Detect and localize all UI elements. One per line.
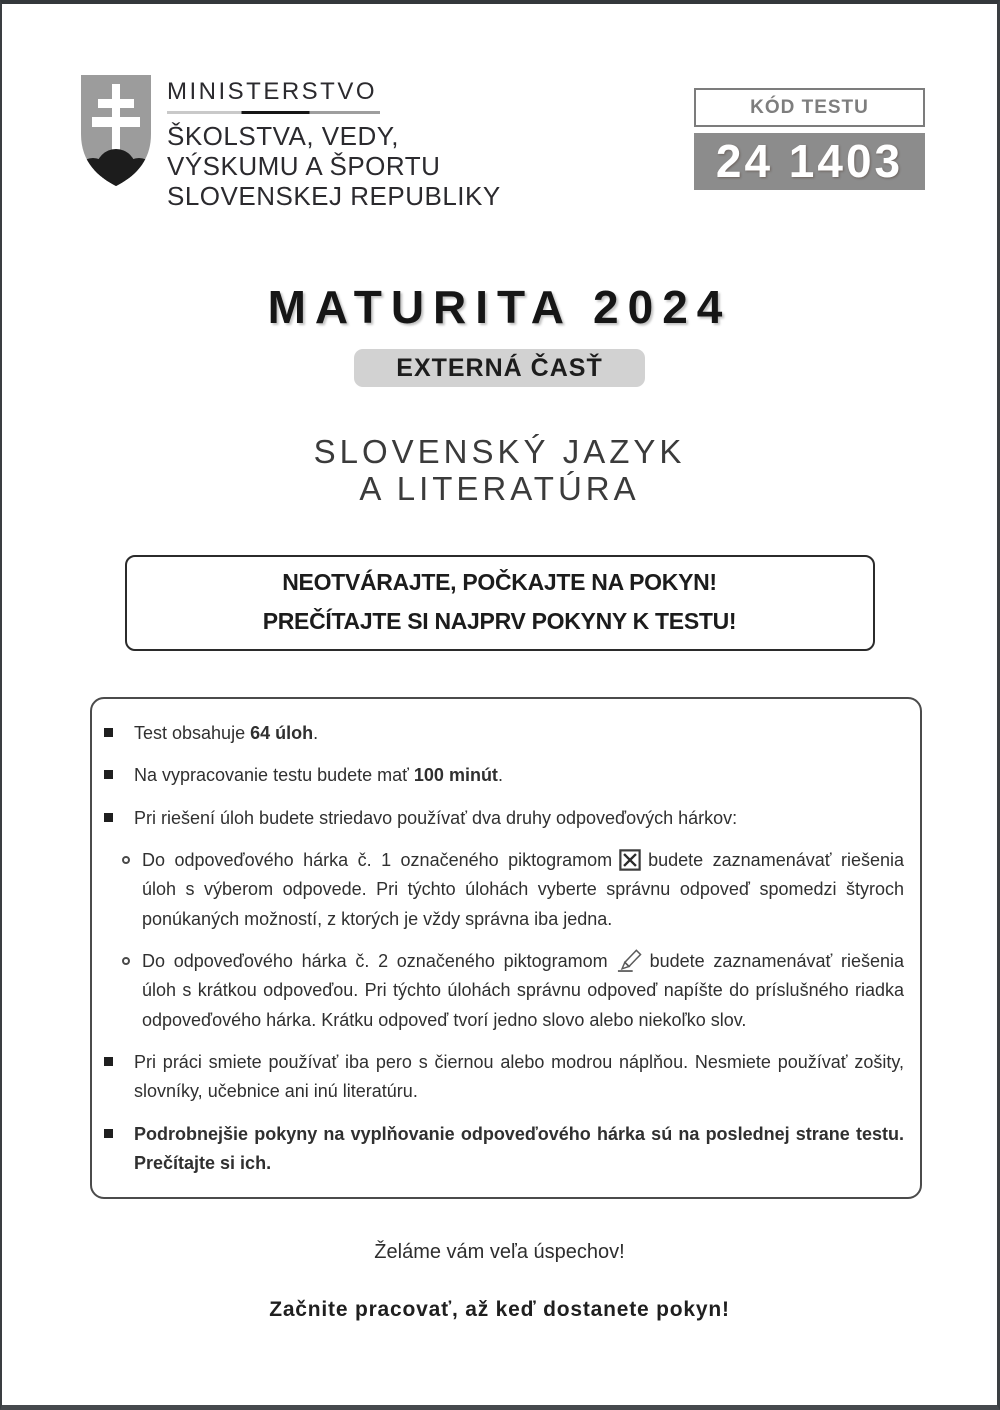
pen-pictogram-icon [615,948,643,972]
instruction-text: Pri práci smiete používať iba pero s čiernou alebo modrou náplňou. Nesmiete používať zošity, slovníky, učebnice ani inú literatúru. [134,1051,904,1102]
test-code-block [694,88,925,190]
subject-title [2,433,997,507]
ministry-line-4: SLOVENSKEJ REPUBLIKY [167,181,501,211]
ministry-name [167,78,501,211]
instructions-box [90,697,922,1199]
ministry-line-1: MINISTERSTVO [167,78,378,105]
instruction-item-1 [104,719,904,748]
ministry-line-2: ŠKOLSTVA, VEDY, [167,121,399,151]
instruction-item-4 [104,1048,904,1107]
square-bullet-icon [104,1129,113,1138]
square-bullet-icon [104,813,113,822]
instruction-subitem-2 [122,947,904,1035]
footer-start-text: Začnite pracovať, až keď dostanete pokyn! [269,1298,730,1322]
instruction-text: Na vypracovanie testu budete mať 100 minút. [134,765,503,786]
subject-line-1: SLOVENSKÝ JAZYK [313,433,686,470]
test-code-value: 24 1403 [694,133,925,190]
square-bullet-icon [104,1057,113,1066]
instruction-text: Pri riešení úloh budete striedavo používať dva druhy odpoveďových hárkov: [134,807,738,828]
square-bullet-icon [104,770,113,779]
warning-line-2: PREČÍTAJTE SI NAJPRV POKYNY K TESTU! [262,608,737,634]
warning-line-1: NEOTVÁRAJTE, POČKAJTE NA POKYN! [282,569,717,595]
instruction-item-5 [104,1120,904,1179]
header [2,4,997,236]
ministry-logo [80,74,152,193]
slovak-coat-of-arms-icon [80,74,152,188]
test-code-label: KÓD TESTU [694,88,925,127]
warning-box [125,555,875,651]
instruction-item-2 [104,761,904,790]
instruction-text: Do odpoveďového hárka č. 1 označeného piktogramom budete zaznamenávať riešenia úloh s výberom odpovede. Pri týchto úlohách vyberte správnu odpoveď spomedzi štyroch ponúkaných možností, z ktorých je vždy správna iba jedna. [142,849,904,929]
ministry-line-3: VÝSKUMU A ŠPORTU [167,151,441,181]
badge-row [2,349,997,387]
instruction-text: Test obsahuje 64 úloh. [134,723,319,743]
square-bullet-icon [104,728,113,737]
instruction-item-3 [104,804,904,833]
ministry-underline [167,111,380,114]
circle-bullet-icon [122,957,130,965]
page-title: MATURITA 2024 [267,281,732,333]
footer-wish-text: Želáme vám veľa úspechov! [374,1241,625,1264]
x-box-pictogram-icon [619,849,641,871]
subject-line-2: A LITERATÚRA [359,470,640,507]
external-part-badge: EXTERNÁ ČASŤ [354,349,644,387]
instruction-subitem-1 [122,846,904,934]
circle-bullet-icon [122,856,130,864]
instruction-text: Do odpoveďového hárka č. 2 označeného piktogramom budete zaznamenávať riešenia úloh s krátkou odpoveďou. Pri týchto úlohách správnu odpoveď napíšte do príslušného riadka odpoveďového hárka. Krátku odpoveď tvorí jedno slovo alebo niekoľko slov. [142,947,904,1035]
instruction-text: Podrobnejšie pokyny na vyplňovanie odpoveďového hárka sú na poslednej strane testu. Prečítajte si ich. [134,1123,904,1173]
